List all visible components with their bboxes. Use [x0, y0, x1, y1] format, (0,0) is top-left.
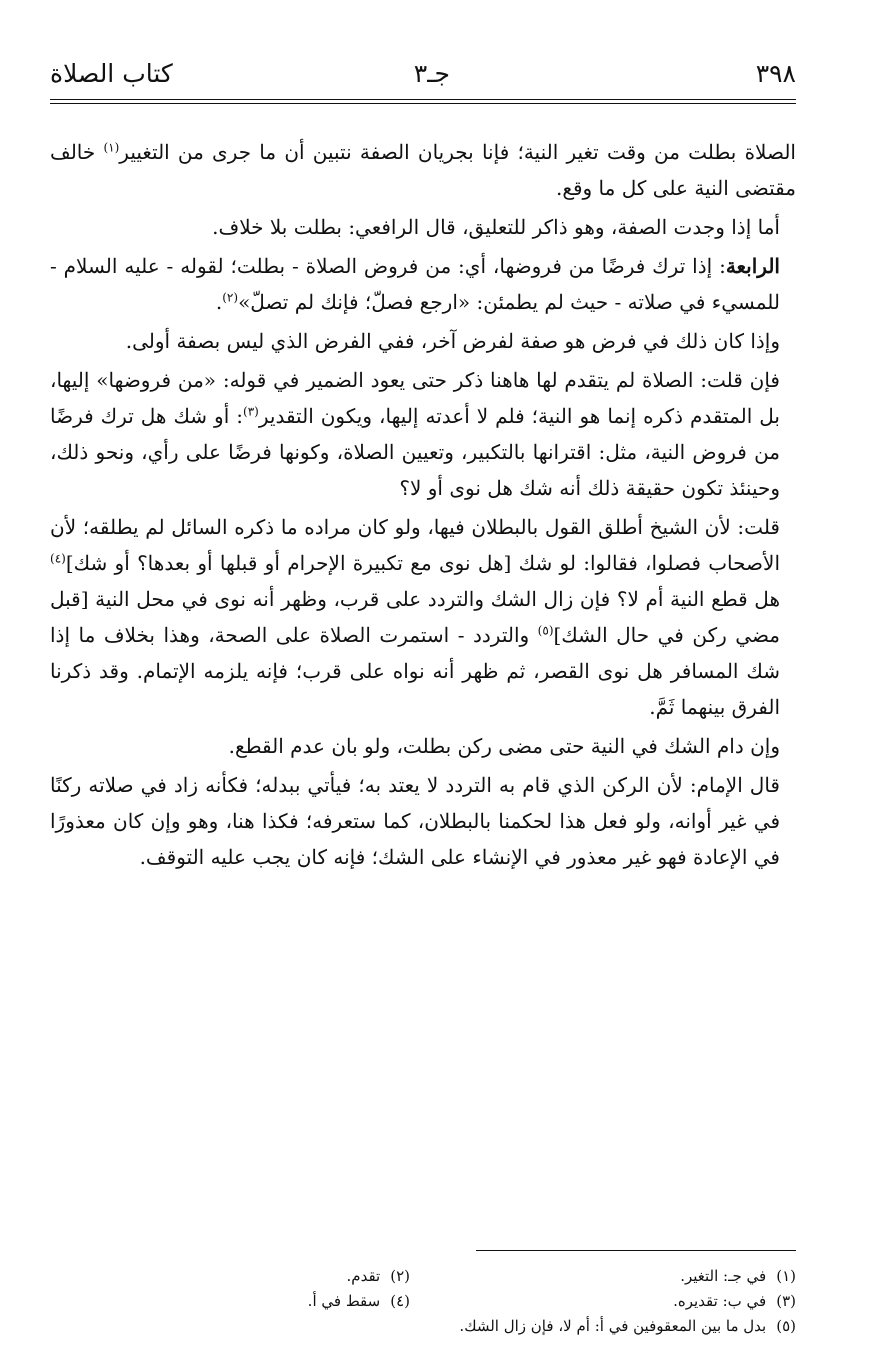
- footnote-5: (٥)بدل ما بين المعقوفين في أ: أم لا، فإن زال الشك.: [459, 1317, 796, 1335]
- footnote-ref-3: (٣): [243, 404, 259, 419]
- paragraph-4: وإذا كان ذلك في فرض هو صفة لفرض آخر، ففي الفرض الذي ليس بصفة أولى.: [125, 329, 780, 353]
- footnotes: [50, 1264, 796, 1339]
- section-lead-word: الرابعة: [725, 254, 780, 278]
- footnote-row: [50, 1264, 796, 1289]
- footnote-3: (٣)في ب: تقديره.: [673, 1292, 796, 1310]
- footnote-rule: [476, 1250, 796, 1251]
- header-rule-top: [50, 99, 796, 100]
- paragraph-1: الصلاة بطلت من وقت تغير النية؛ فإنا بجريان الصفة نتبين أن ما جرى من التغيير$^{(١)}$ خالف مقتضى النية على كل ما وقع.: [50, 140, 796, 200]
- footnote-row: [50, 1289, 796, 1314]
- running-header: [50, 58, 796, 98]
- volume-label: جـ٣: [413, 59, 450, 88]
- footnote-ref-4: (٤): [50, 551, 66, 566]
- paragraph-8: قال الإمام: لأن الركن الذي قام به التردد لا يعتد به؛ فيأتي ببدله؛ فكأنه زاد في صلاته ركنًا في غير أوانه، ولو فعل هذا لحكمنا بالبطلان، كما ستعرفه؛ فكذا هنا، وهو وإن كان معذورًا في الإعادة فهو غير معذور في الإنشاء على الشك؛ فإنه كان يجب عليه التوقف.: [50, 773, 780, 869]
- running-title: كتاب الصلاة: [50, 59, 173, 88]
- paragraph-2: أما إذا وجدت الصفة، وهو ذاكر للتعليق، قال الرافعي: بطلت بلا خلاف.: [212, 215, 780, 239]
- footnote-4: (٤)سقط في أ.: [307, 1292, 410, 1310]
- footnote-ref-2: (٢): [222, 290, 239, 305]
- paragraph-3: الرابعة: إذا ترك فرضًا من فروضها، أي: من فروض الصلاة - بطلت؛ لقوله - عليه السلام - للمسيء في صلاته - حيث لم يطمئن: «ارجع فصلّ؛ فإنك لم تصلّ»$^{(٢)}$.: [50, 254, 780, 314]
- book-page: [50, 58, 796, 1338]
- paragraph-5: فإن قلت: الصلاة لم يتقدم لها هاهنا ذكر حتى يعود الضمير في قوله: «من فروضها» إليها، بل المتقدم ذكره إنما هو النية؛ فلم لا أعدته إليها، ويكون التقدير$^{(٣)}$: أو شك هل ترك فرضًا من فروض النية، مثل: اقترانها بالتكبير، وتعيين الصلاة، وكونها فرضًا على رأي، ونحو ذلك، وحينئذ تكون حقيقة ذلك أنه شك هل نوى أو لا؟: [50, 368, 780, 500]
- footnote-ref-5: (٥): [537, 623, 554, 638]
- footnote-1: (١)في جـ: التغير.: [680, 1267, 796, 1285]
- main-text: [50, 134, 796, 878]
- footnote-row: [50, 1314, 796, 1339]
- paragraph-7: وإن دام الشك في النية حتى مضى ركن بطلت، ولو بان عدم القطع.: [228, 734, 780, 758]
- paragraph-6: قلت: لأن الشيخ أطلق القول بالبطلان فيها، ولو كان مراده ما ذكره السائل لم يطلقه؛ لأن الأصحاب فصلوا، فقالوا: لو شك [هل نوى مع تكبيرة الإحرام أو قبلها أو بعدها؟ أو شك]$^{(٤)}$ هل قطع النية أم لا؟ فإن زال الشك والتردد على قرب، وظهر أنه نوى في محل النية [قبل مضي ركن في حال الشك]$^{(٥)}$ والتردد - استمرت الصلاة على الصحة، وهذا بخلاف ما إذا شك المسافر هل نوى القصر، ثم ظهر أنه نواه على قرب؛ فإنه يلزمه الإتمام. وقد ذكرنا الفرق بينهما ثَمَّ.: [50, 515, 780, 719]
- page-number: ٣٩٨: [755, 59, 796, 88]
- footnote-2: (٢)تقدم.: [346, 1267, 410, 1285]
- header-rule-bottom: [50, 103, 796, 104]
- footnote-ref-1: (١): [103, 140, 120, 155]
